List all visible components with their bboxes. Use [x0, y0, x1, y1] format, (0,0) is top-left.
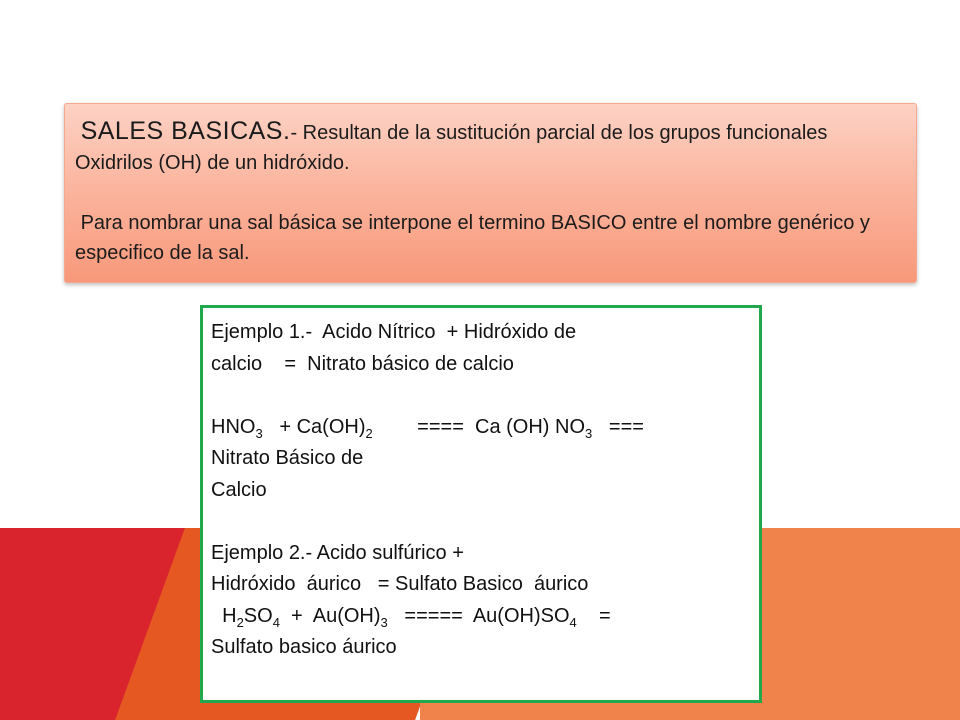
formula-subscript: 2 — [365, 425, 373, 441]
formula-subscript: 4 — [272, 614, 280, 630]
formula-subscript: 3 — [585, 425, 593, 441]
formula-subscript: 3 — [255, 425, 263, 441]
naming-rule-paragraph — [75, 208, 906, 268]
naming-rule-text-after: entre el nombre genérico y especifico de la sal. — [75, 212, 870, 264]
definition-paragraph — [75, 116, 906, 178]
example-gap — [211, 380, 751, 412]
formula-text: + Au(OH) — [279, 604, 381, 627]
example-gap — [211, 506, 751, 538]
naming-keyword: BASICO — [550, 212, 627, 234]
example1-result: calcio = Nitrato básico de calcio — [211, 352, 514, 375]
formula-text: ==== Ca (OH) NO — [372, 415, 586, 438]
definition-text: Resultan de la sustitución parcial de los grupos funcionales Oxidrilos (OH) de un hidróxido. — [75, 122, 828, 174]
example1-heading: Ejemplo 1.- Acido Nítrico + Hidróxido de — [211, 321, 577, 343]
example2-result: Hidróxido áurico = Sulfato Basico áurico — [211, 573, 589, 595]
examples-box — [200, 305, 762, 703]
formula-subscript: 4 — [569, 614, 577, 630]
slide-title: SALES BASICAS. — [80, 117, 291, 145]
title-dash: - — [290, 122, 303, 144]
formula-text: H — [211, 604, 237, 627]
formula-text: === — [592, 415, 644, 438]
formula-text: HNO — [211, 415, 256, 438]
formula-text: SO — [243, 604, 273, 627]
formula-text: ===== Au(OH)SO — [387, 604, 570, 627]
formula-subscript: 3 — [380, 614, 388, 630]
example1-formula — [211, 412, 751, 444]
example1-product-name-cont: Calcio — [211, 478, 267, 501]
example2-formula — [211, 601, 751, 633]
example2-product-name: Sulfato basico áurico — [211, 636, 397, 658]
formula-text: = — [576, 604, 611, 627]
naming-rule-text-before: Para nombrar una sal básica se interpone el termino — [80, 212, 551, 234]
paragraph-gap — [75, 178, 906, 208]
definition-box — [64, 103, 917, 283]
formula-subscript: 2 — [236, 614, 244, 630]
formula-text: + Ca(OH) — [262, 415, 366, 438]
example1-product-name: Nitrato Básico de — [211, 447, 364, 469]
example2-heading: Ejemplo 2.- Acido sulfúrico + — [211, 541, 464, 564]
